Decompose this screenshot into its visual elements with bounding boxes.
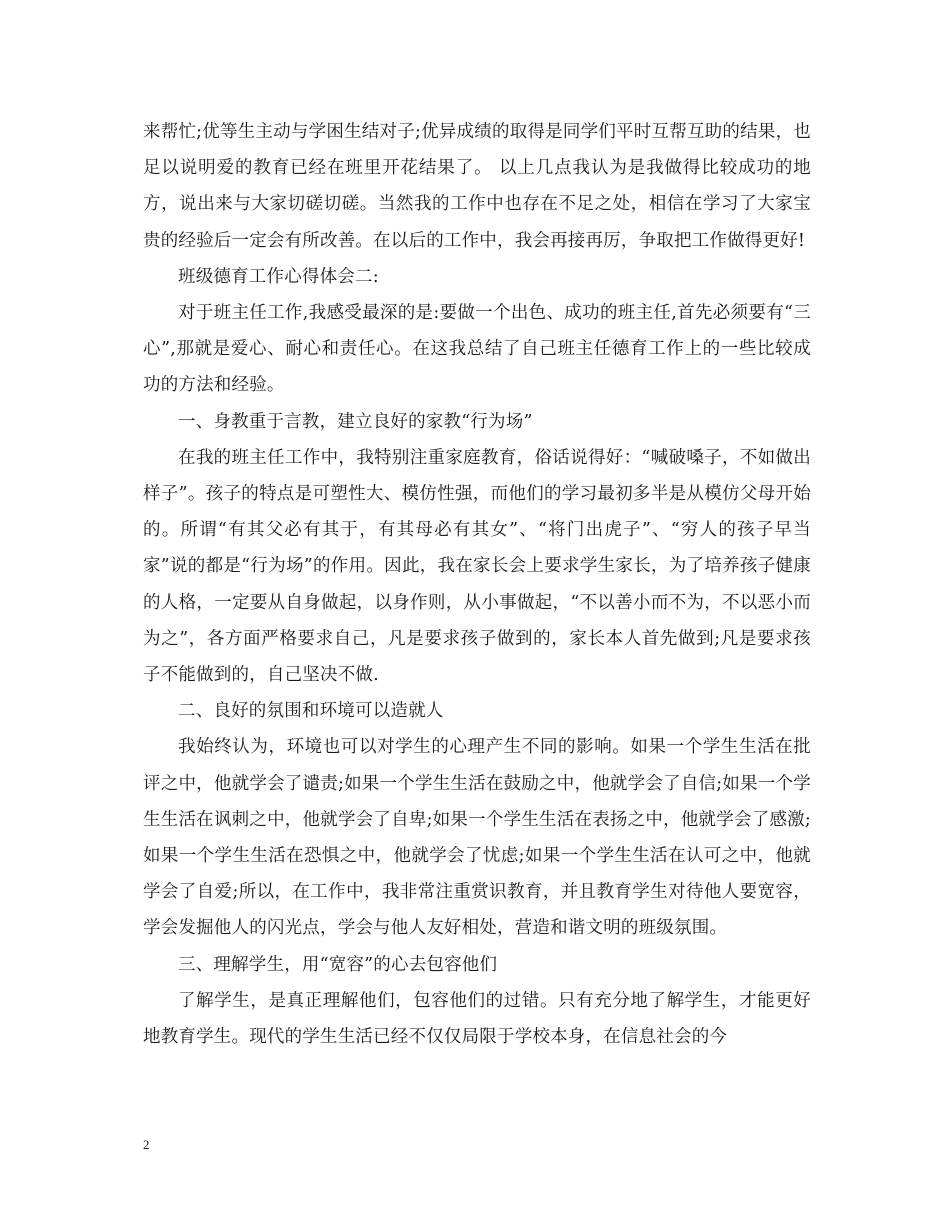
section-heading-experience-two: 班级德育工作心得体会二: — [178, 266, 379, 287]
page-number: 2 — [143, 1137, 150, 1152]
document-body — [143, 114, 811, 1055]
paragraph-environment: 我始终认为，环境也可以对学生的心理产生不同的影响。如果一个学生生活在批评之中，他就学会了谴责;如果一个学生生活在鼓励之中，他就学会了自信;如果一个学生生活在讽刺之中，他就学会了自卑;如果一个学生生活在表扬之中，他就学会了感激;如果一个学生生活在恐惧之中，他就学会了忧虑;如果一个学生生活在认可之中，他就学会了自爱;所以，在工作中，我非常注重赏识教育，并且教育学生对待他人要宽容，学会发掘他人的闪光点，学会与他人友好相处，营造和谐文明的班级氛围。 — [143, 737, 811, 939]
heading-good-atmosphere: 二、良好的氛围和环境可以造就人 — [178, 701, 444, 722]
heading-lead-by-example: 一、身教重于言教，建立良好的家教“行为场” — [178, 411, 533, 432]
paragraph-three-hearts: 对于班主任工作,我感受最深的是:要做一个出色、成功的班主任,首先必须要有“三心”,那就是爱心、耐心和责任心。在这我总结了自己班主任德育工作上的一些比较成功的方法和经验。 — [143, 303, 811, 396]
heading-understand-students: 三、理解学生，用“宽容”的心去包容他们 — [178, 954, 498, 975]
paragraph-family-education: 在我的班主任工作中，我特别注重家庭教育，俗话说得好：“喊破嗓子，不如做出样子”。孩子的特点是可塑性大、模仿性强，而他们的学习最初多半是从模仿父母开始的。所谓“有其父必有其于，有其母必有其女”、“将门出虎子”、“穷人的孩子早当家”说的都是“行为场”的作用。因此，我在家长会上要求学生家长，为了培养孩子健康的人格，一定要从自身做起，以身作则，从小事做起，“不以善小而不为，不以恶小而为之”，各方面严格要求自己，凡是要求孩子做到的，家长本人首先做到;凡是要求孩子不能做到的，自己坚决不做. — [143, 447, 811, 686]
paragraph-understanding: 了解学生，是真正理解他们，包容他们的过错。只有充分地了解学生，才能更好地教育学生。现代的学生生活已经不仅仅局限于学校本身，在信息社会的今 — [143, 990, 811, 1048]
paragraph-continuation: 来帮忙;优等生主动与学困生结对子;优异成绩的取得是同学们平时互帮互助的结果，也足以说明爱的教育已经在班里开花结果了。 以上几点我认为是我做得比较成功的地方，说出来与大家切磋切磋。当然我的工作中也存在不足之处，相信在学习了大家宝贵的经验后一定会有所改善。在以后的工作中，我会再接再厉，争取把工作做得更好! — [143, 122, 811, 251]
